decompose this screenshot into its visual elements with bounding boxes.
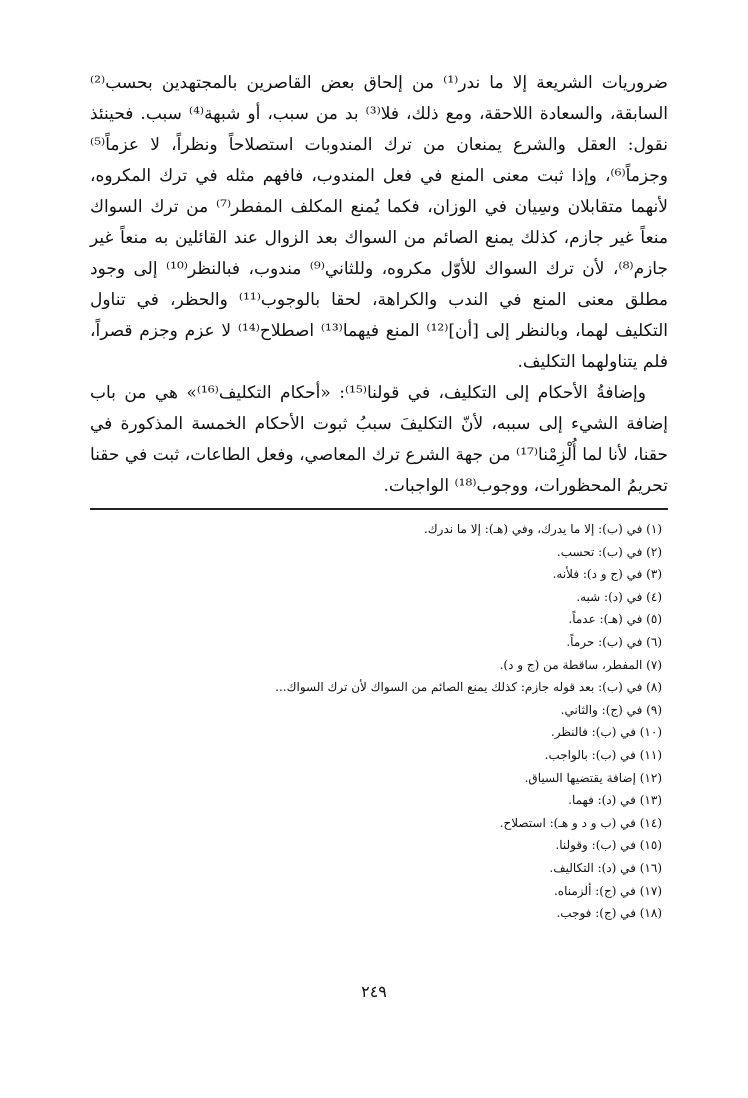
footnote-8: (٨) في (ب): بعد قوله جازم: كذلك يمنع الصائم من السواك لأن ترك السواك... [275,680,662,695]
footnote-3: (٣) في (ج و د): فلأنه. [552,567,662,582]
footnote-6: (٦) في (ب): حرماً. [566,634,662,649]
footnote-2: (٢) في (ب): تحسب. [556,544,662,559]
footnote-divider [90,508,668,510]
footnote-9: (٩) في (ج): والثاني. [560,702,662,717]
footnote-1: (١) في (ب): إلا ما يدرك، وفي (هـ): إلا ما ندرك. [423,522,662,536]
footnote-18: (١٨) في (ج): فوجب. [556,906,662,921]
footnote-5: (٥) في (هـ): عدماً. [568,612,662,627]
footnote-12: (١٢) إضافة يقتضيها السياق. [524,770,662,785]
footnotes [90,518,668,925]
footnote-4: (٤) في (د): شبه. [576,589,662,604]
footnote-16: (١٦) في (د): التكاليف. [549,860,662,875]
footnote-17: (١٧) في (ج): ألزمناه. [553,883,662,898]
footnote-10: (١٠) في (ب): فالنظر. [550,725,662,740]
footnote-7: (٧) المفطر، ساقطة من (ج و د). [499,657,662,672]
footnote-15: (١٥) في (ب): وقولنا. [555,838,662,853]
paragraph-1: ضروريات الشريعة إلا ما ندر⁽¹⁾ من إلحاق بعض القاصرين بالمجتهدين بحسب⁽²⁾ السابقة، والسعادة اللاحقة، ومع ذلك، فلا⁽³⁾ بد من سبب، أو شبهة⁽⁴⁾ سبب. فحينئذ نقول: العقل والشرع يمنعان من ترك المندوبات استصلاحاً ونظراً، لا عزماً⁽⁵⁾ وجزماً⁽⁶⁾، وإذا ثبت معنى المنع في فعل المندوب، فافهم مثله في ترك المكروه، لأنهما متقابلان وسِيان في الوزان، فكما يُمنع المكلف المفطر⁽⁷⁾ من ترك السواك منعاً غير جازم، كذلك يمنع الصائم من السواك بعد الزوال عند القائلين به منعاً غير جازم⁽⁸⁾، لأن ترك السواك للأوّل مكروه، وللثاني⁽⁹⁾ مندوب، فبالنظر⁽¹⁰⁾ إلى وجود مطلق معنى المنع في الندب والكراهة، لحقا بالوجوب⁽¹¹⁾ والحظر، في تناول التكليف لهما، وبالنظر إلى [أن]⁽¹²⁾ المنع فيهما⁽¹³⁾ اصطلاح⁽¹⁴⁾ لا عزم وجزم قصراً، فلم يتناولهما التكليف. [90,73,669,372]
page-content [90,68,668,925]
paragraph-2: وإضافةُ الأحكام إلى التكليف، في قولنا⁽¹⁵⁾: «أحكام التكليف⁽¹⁶⁾» هي من باب إضافة الشيء إلى سببه، لأنّ التكليفَ سببُ ثبوت الأحكام الخمسة المذكورة في حقنا، لأنا لما أُلْزِمْنا⁽¹⁷⁾ من جهة الشرع ترك المعاصي، وفعل الطاعات، ثبت في حقنا تحريمُ المحظورات، ووجوب⁽¹⁸⁾ الواجبات. [90,383,668,496]
footnote-13: (١٣) في (د): فهما. [568,793,662,808]
footnote-11: (١١) في (ب): بالواجب. [544,747,662,762]
page-number: ٢٤٩ [361,982,387,1001]
footnote-14: (١٤) في (ب و د و هـ): استصلاح. [499,815,662,830]
main-text [90,68,668,502]
